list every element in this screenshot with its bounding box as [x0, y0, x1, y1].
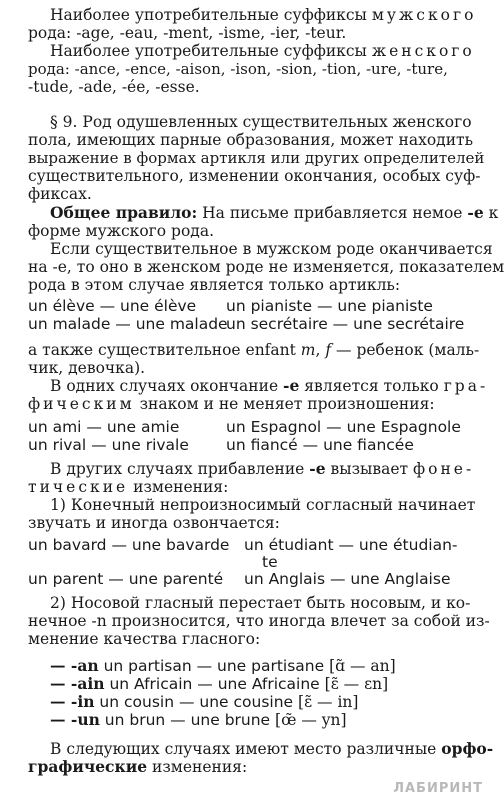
p4-line-2: тические изменения: [28, 478, 229, 496]
example-right-continuation: te [262, 553, 278, 571]
example-left: un malade — une malade [28, 315, 228, 333]
example-left: un parent — une parenté [28, 570, 224, 588]
example-right: un fiancé — une fiancée [226, 436, 414, 454]
example-left: un bavard — une bavarde [28, 536, 230, 554]
nasal-example-row: — -an un partisan — une partisane [ɑ̃ — an] [50, 656, 396, 675]
masc-suffix-line-2: рода: -age, -eau, -ment, -isme, -ier, -teur. [28, 24, 347, 42]
p6-line-2: графические изменения: [28, 757, 248, 776]
example-left: un rival — une rivale [28, 436, 189, 454]
para9-line-1: § 9. Род одушевленных существительных женского [50, 113, 472, 131]
example-right: un étudiant — une étudian- [244, 536, 458, 554]
p6-line-1: В следующих случаях имеют место различные орфо- [50, 739, 494, 758]
nasal-example-row: — -in un cousin — une cousine [ɛ̃ — in] [50, 692, 359, 711]
p4-line-3: 1) Конечный непроизносимый согласный начинает [50, 496, 476, 514]
p1-line-3: рода в этом случае является только артикль: [28, 276, 401, 294]
para9-line-2: пола, имеющих парные образования, может находить [28, 131, 474, 149]
example-right: un secrétaire — une secrétaire [226, 315, 465, 333]
p3-line-1: В одних случаях окончание -e является только гра- [50, 376, 489, 395]
example-left: un élève — une élève [28, 297, 197, 315]
p4-line-4: звучать и иногда озвончается: [28, 514, 280, 532]
fem-suffix-line-1: Наиболее употребительные суффиксы женского [50, 42, 475, 60]
p1-line-2: на -e, то оно в женском роде не изменяется, показателем [28, 258, 504, 276]
para9-line-4: существительного, изменении окончания, особых суф- [28, 167, 481, 185]
masc-suffix-line-1: Наиболее употребительные суффиксы мужского [50, 6, 477, 24]
nasal-example-row: — -ain un Africain — une Africaine [ɛ̃ — ɛn] [50, 674, 389, 693]
fem-suffix-line-3: -tude, -ade, -ée, -esse. [28, 78, 200, 96]
example-left: un ami — une amie [28, 418, 180, 436]
nasal-example-row: — -un un brun — une brune [œ̃ — yn] [50, 710, 347, 729]
p5-line-2: нечное -n произносится, что иногда влечет за собой из- [28, 612, 490, 630]
fem-suffix-line-2: рода: -ance, -ence, -aison, -ison, -sion, -tion, -ure, -ture, [28, 60, 448, 78]
example-right: un pianiste — une pianiste [226, 297, 433, 315]
p5-line-3: менение качества гласного: [28, 630, 261, 648]
example-right: un Anglais — une Anglaise [244, 570, 451, 588]
para9-line-3: выражение в формах артикля или других определителей [28, 149, 485, 167]
para9-line-5: фиксах. [28, 185, 92, 203]
watermark-logo: ЛАБИРИНТ [393, 781, 483, 796]
p5-line-1: 2) Носовой гласный перестает быть носовым, и ко- [50, 594, 471, 612]
p1-line-1: Если существительное в мужском роде оканчивается [50, 240, 493, 258]
rule-line-2: форме мужского рода. [28, 222, 215, 240]
example-right: un Espagnol — une Espagnole [226, 418, 461, 436]
p2-line-2: чик, девочка). [28, 359, 146, 377]
rule-line-1: Общее правило: На письме прибавляется немое -e к [50, 203, 499, 222]
p3-line-2: фическим знаком и не меняет произношения: [28, 395, 435, 413]
p4-line-1: В других случаях прибавление -e вызывает фоне- [50, 459, 475, 478]
p2-line-1: а также существительное enfant m, f — ребенок (маль- [28, 341, 480, 359]
